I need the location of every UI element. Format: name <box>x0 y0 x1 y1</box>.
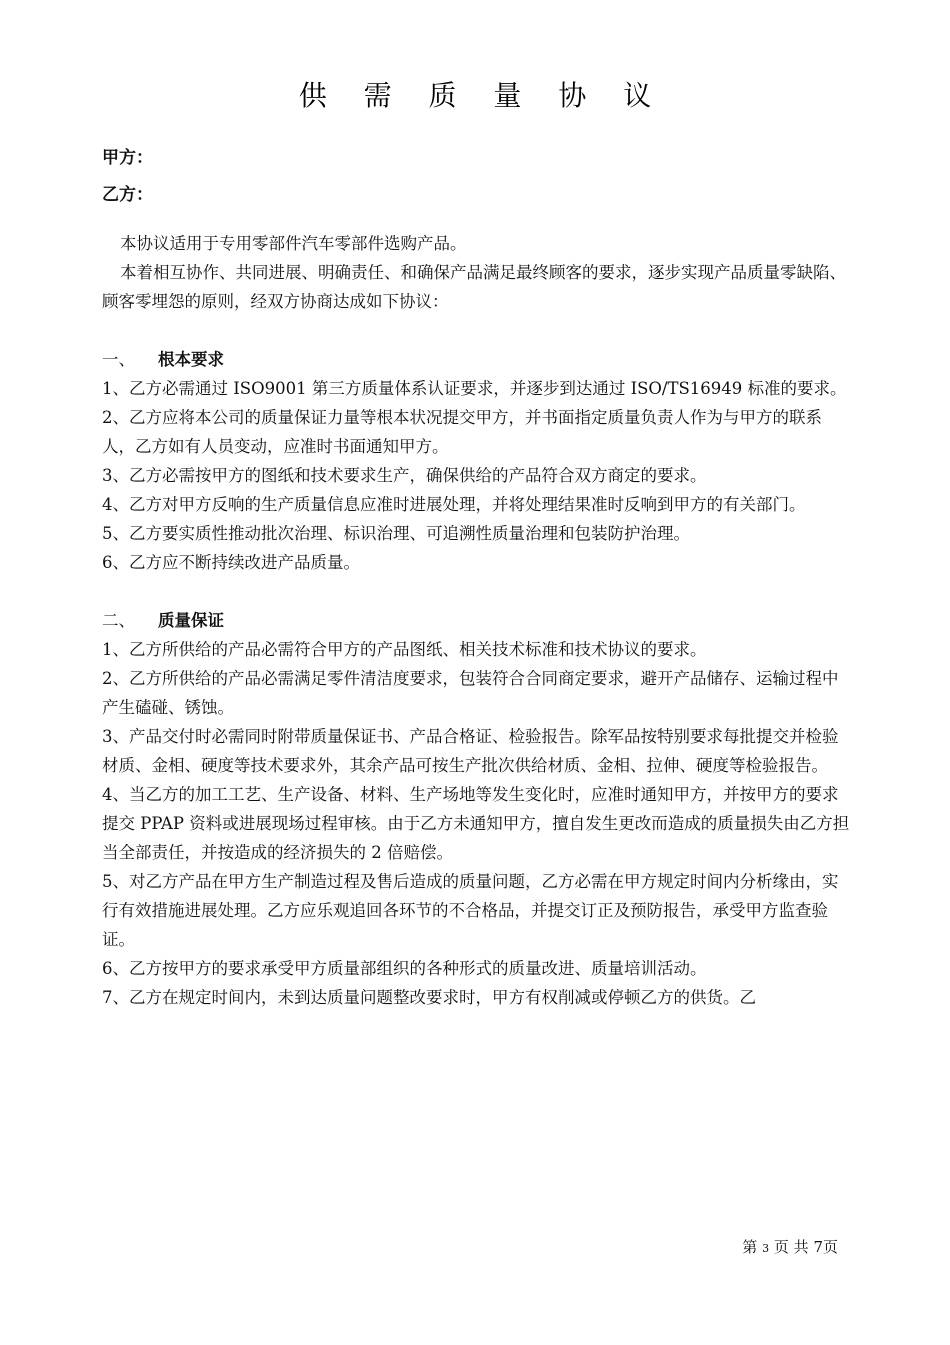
intro-paragraph: 本协议适用于专用零部件汽车零部件选购产品。 <box>120 234 467 253</box>
section-2 <box>102 606 852 1012</box>
list-item: 5、对乙方产品在甲方生产制造过程及售后造成的质量问题，乙方必需在甲方规定时间内分析缘由，实行有效措施进展处理。乙方应乐观追回各环节的不合格品，并提交订正及预防报告，承受甲方监查验证。 <box>102 872 839 949</box>
party-a-label: 甲方： <box>102 148 153 168</box>
list-item: 7、乙方在规定时间内，未到达质量问题整改要求时，甲方有权削减或停顿乙方的供货。乙 <box>102 988 756 1007</box>
section-title: 根本要求 <box>158 350 224 369</box>
list-item: 1、乙方所供给的产品必需符合甲方的产品图纸、相关技术标准和技术协议的要求。 <box>102 640 707 659</box>
intro-paragraph: 本着相互协作、共同进展、明确责任、和确保产品满足最终顾客的要求，逐步实现产品质量零缺陷、顾客零埋怨的原则，经双方协商达成如下协议： <box>102 263 846 311</box>
list-item: 2、乙方应将本公司的质量保证力量等根本状况提交甲方，并书面指定质量负责人作为与甲方的联系人，乙方如有人员变动，应准时书面通知甲方。 <box>102 408 822 456</box>
footer-middle: 页 共 <box>773 1238 809 1256</box>
list-item: 2、乙方所供给的产品必需满足零件清洁度要求，包装符合合同商定要求，避开产品储存、运输过程中产生磕碰、锈蚀。 <box>102 669 839 717</box>
document-title: 供 需 质 量 协 议 <box>298 79 666 112</box>
list-item: 3、乙方必需按甲方的图纸和技术要求生产，确保供给的产品符合双方商定的要求。 <box>102 466 707 485</box>
section-number: 二、 <box>102 611 135 630</box>
list-item: 3、产品交付时必需同时附带质量保证书、产品合格证、检验报告。除军品按特别要求每批提交并检验材质、金相、硬度等技术要求外，其余产品可按生产批次供给材质、金相、拉伸、硬度等检验报告。 <box>102 727 839 775</box>
section-title: 质量保证 <box>158 611 224 630</box>
total-page-number: 7 <box>813 1238 823 1256</box>
section-heading <box>102 606 852 635</box>
list-item: 4、乙方对甲方反响的生产质量信息应准时进展处理，并将处理结果准时反响到甲方的有关部门。 <box>102 495 806 514</box>
document-body <box>102 229 852 1012</box>
list-item: 5、乙方要实质性推动批次治理、标识治理、可追溯性质量治理和包装防护治理。 <box>102 524 690 543</box>
page-footer <box>742 1236 838 1260</box>
current-page-number: 3 <box>762 1242 770 1255</box>
list-item: 6、乙方按甲方的要求承受甲方质量部组织的各种形式的质量改进、质量培训活动。 <box>102 959 707 978</box>
section-heading <box>102 345 852 374</box>
list-item: 6、乙方应不断持续改进产品质量。 <box>102 553 360 572</box>
footer-suffix: 页 <box>822 1238 838 1256</box>
footer-prefix: 第 <box>742 1238 758 1256</box>
section-number: 一、 <box>102 350 135 369</box>
party-b-label: 乙方： <box>102 185 153 205</box>
list-item: 1、乙方必需通过 ISO9001 第三方质量体系认证要求，并逐步到达通过 ISO/TS16949 标准的要求。 <box>102 379 847 398</box>
list-item: 4、当乙方的加工工艺、生产设备、材料、生产场地等发生变化时，应准时通知甲方，并按甲方的要求提交 PPAP 资料或进展现场过程审核。由于乙方未通知甲方，擅自发生更改而造成的质量损失由乙方担当全部责任，并按造成的经济损失的 2 倍赔偿。 <box>102 785 850 862</box>
section-1 <box>102 345 852 577</box>
